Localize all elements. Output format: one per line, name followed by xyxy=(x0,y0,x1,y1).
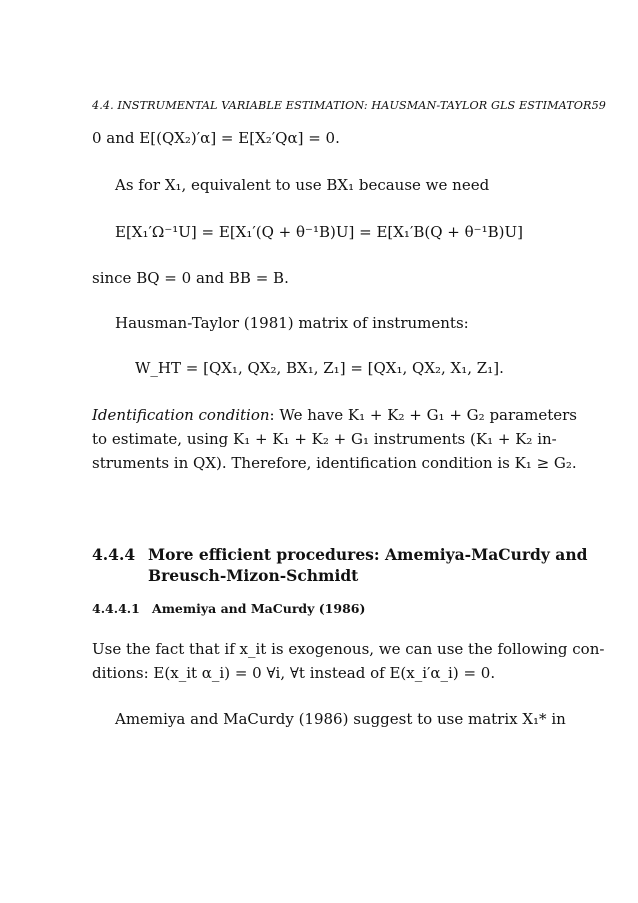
paragraph-line xyxy=(92,405,577,425)
paragraph-line: to estimate, using K₁ + K₁ + K₂ + G₁ instruments (K₁ + K₂ in- xyxy=(92,430,557,448)
identification-text: : We have K₁ + K₂ + G₁ + G₂ parameters xyxy=(269,406,577,424)
paragraph-line: struments in QX). Therefore, identification condition is K₁ ≥ G₂. xyxy=(92,454,577,472)
paragraph-line: Hausman-Taylor (1981) matrix of instruments: xyxy=(115,314,469,332)
section-title-line2: Breusch-Mizon-Schmidt xyxy=(148,566,359,585)
running-title: 4.4. INSTRUMENTAL VARIABLE ESTIMATION: HAUSMAN-TAYLOR GLS ESTIMATOR xyxy=(92,99,592,112)
display-equation: E[X₁′Ω⁻¹U] = E[X₁′(Q + θ⁻¹B)U] = E[X₁′B(Q + θ⁻¹B)U] xyxy=(115,223,523,241)
paragraph-line: 0 and E[(QX₂)′α] = E[X₂′Qα] = 0. xyxy=(92,129,340,147)
display-equation: W_HT = [QX₁, QX₂, BX₁, Z₁] = [QX₁, QX₂, X₁, Z₁]. xyxy=(135,359,504,377)
paragraph-line: Use the fact that if x_it is exogenous, we can use the following con- xyxy=(92,640,605,658)
paragraph-line: ditions: E(x_it α_i) = 0 ∀i, ∀t instead of E(x_i′α_i) = 0. xyxy=(92,664,496,682)
page-number: 59 xyxy=(591,99,606,112)
paragraph-line: since BQ = 0 and BB = B. xyxy=(92,269,289,287)
section-number: 4.4.4 xyxy=(92,545,136,564)
subsection-number: 4.4.4.1 xyxy=(92,601,140,616)
paragraph-line: Amemiya and MaCurdy (1986) suggest to use matrix X₁* in xyxy=(115,710,566,728)
running-header xyxy=(92,99,606,112)
subsection-title: Amemiya and MaCurdy (1986) xyxy=(152,601,366,616)
section-title-line1: More efficient procedures: Amemiya-MaCurdy and xyxy=(148,545,588,564)
identification-label: Identification condition xyxy=(92,406,270,424)
paragraph-line: As for X₁, equivalent to use BX₁ because we need xyxy=(115,176,490,194)
